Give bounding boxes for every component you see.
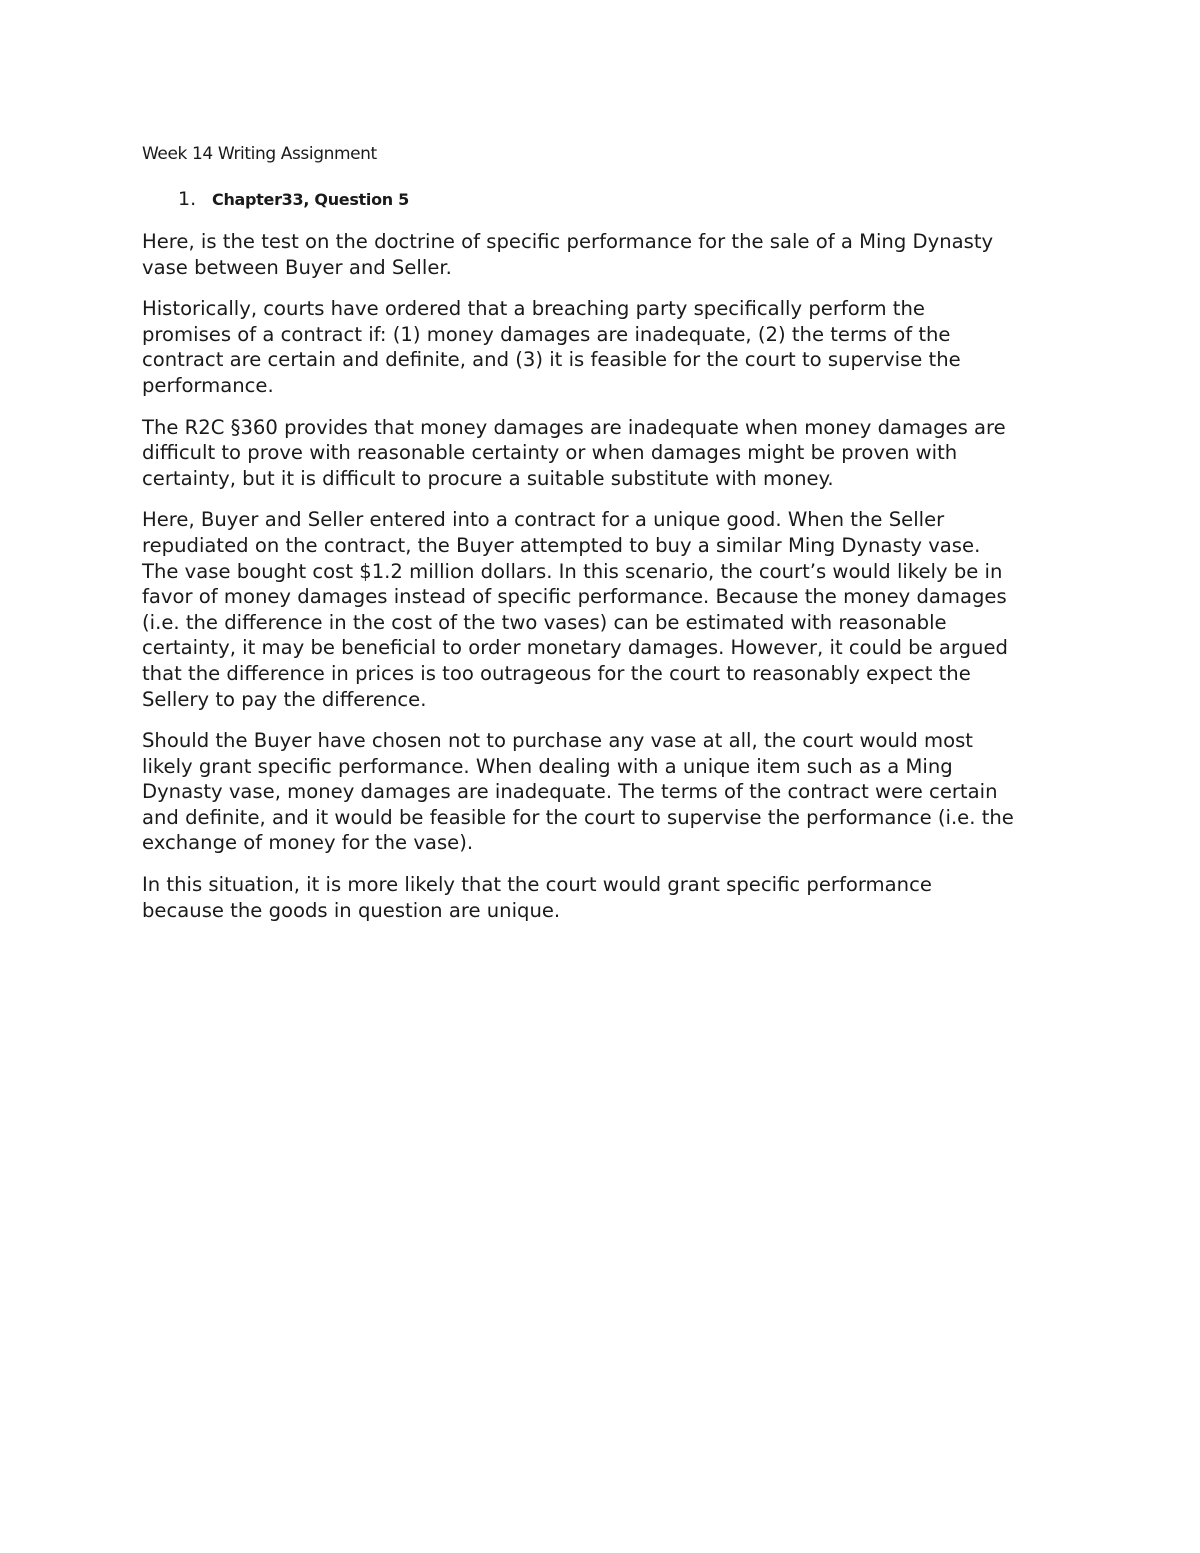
paragraph-line: difficult to prove with reasonable certainty or when damages might be proven with (142, 441, 958, 465)
paragraph-3 (142, 415, 1072, 492)
paragraph-line: certainty, it may be beneficial to order monetary damages. However, it could be argued (142, 636, 1008, 660)
paragraph-1 (142, 229, 1072, 280)
paragraph-line: exchange of money for the vase). (142, 831, 474, 855)
paragraph-line: likely grant specific performance. When dealing with a unique item such as a Ming (142, 754, 953, 778)
paragraph-line: In this situation, it is more likely that the court would grant specific performance (142, 873, 932, 897)
paragraph-line: Dynasty vase, money damages are inadequate. The terms of the contract were certain (142, 780, 998, 804)
paragraph-2 (142, 296, 1072, 398)
paragraph-line: Here, is the test on the doctrine of specific performance for the sale of a Ming Dynasty (142, 230, 994, 253)
paragraph-6 (142, 872, 1072, 923)
paragraph-line: because the goods in question are unique. (142, 898, 561, 922)
paragraph-line: performance. (142, 373, 274, 397)
paragraph-line: Here, Buyer and Seller entered into a contract for a unique good. When the Seller (142, 508, 945, 532)
paragraph-line: and definite, and it would be feasible for the court to supervise the performance (i.e. the (142, 805, 1014, 829)
paragraph-line: certainty, but it is difficult to procure a suitable substitute with money. (142, 466, 834, 490)
paragraph-line: that the difference in prices is too outrageous for the court to reasonably expect the (142, 661, 971, 685)
paragraph-line: favor of money damages instead of specific performance. Because the money damages (142, 585, 1007, 609)
paragraph-line: repudiated on the contract, the Buyer attempted to buy a similar Ming Dynasty vase. (142, 533, 981, 557)
paragraph-line: The R2C §360 provides that money damages are inadequate when money damages are (142, 415, 1006, 439)
paragraph-line: contract are certain and definite, and (3) it is feasible for the court to supervise the (142, 348, 961, 372)
paragraph-line: Should the Buyer have chosen not to purchase any vase at all, the court would most (142, 729, 973, 753)
paragraph-line: (i.e. the difference in the cost of the two vases) can be estimated with reasonable (142, 610, 947, 634)
paragraph-5 (142, 728, 1072, 856)
numbered-list-item (178, 188, 409, 210)
document-body (142, 229, 1072, 939)
paragraph-line: promises of a contract if: (1) money damages are inadequate, (2) the terms of the (142, 322, 951, 346)
paragraph-line: Sellery to pay the difference. (142, 687, 427, 711)
paragraph-4 (142, 507, 1072, 712)
paragraph-line: vase between Buyer and Seller. (142, 255, 452, 279)
list-item-heading: Chapter33, Question 5 (212, 190, 409, 209)
list-item-number: 1. (178, 188, 197, 210)
paragraph-line: Historically, courts have ordered that a breaching party specifically perform the (142, 297, 925, 321)
document-title: Week 14 Writing Assignment (142, 144, 377, 164)
paragraph-line: The vase bought cost $1.2 million dollars. In this scenario, the court’s would likely be in (142, 559, 1003, 583)
